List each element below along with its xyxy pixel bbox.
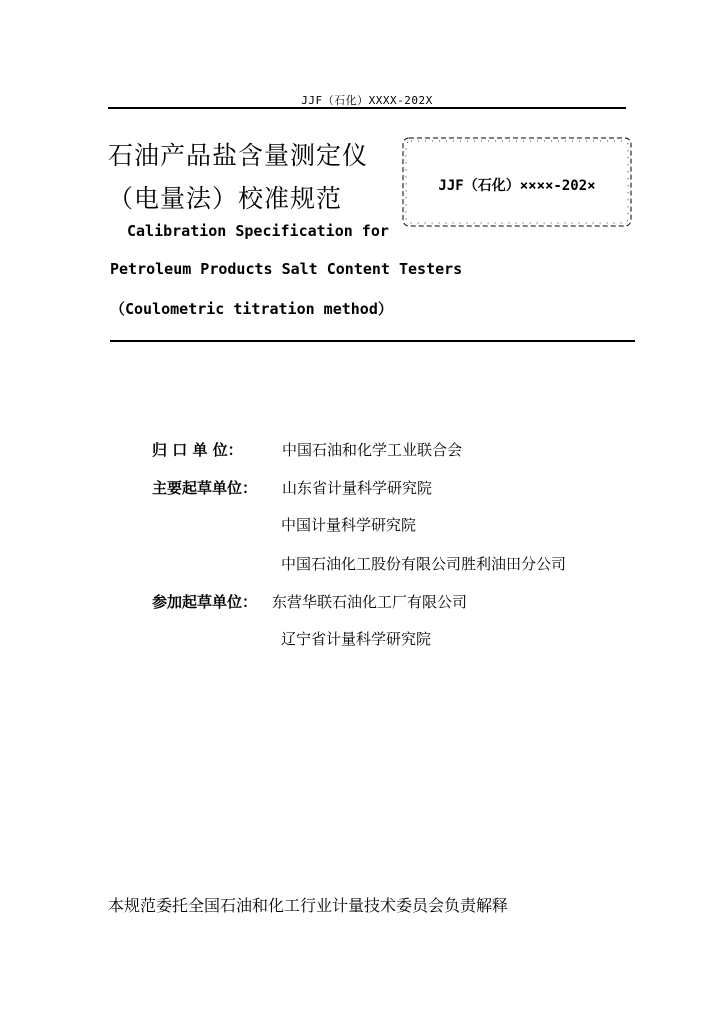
- participating-row: [152, 591, 467, 612]
- title-en-line1: Calibration Specification for: [127, 222, 389, 240]
- header-rule: [108, 107, 626, 109]
- main-drafting-unit: 中国计量科学研究院: [281, 516, 417, 534]
- footer-note: 本规范委托全国石油和化工行业计量技术委员会负责解释: [108, 896, 509, 915]
- title-en-line3: （Coulometric titration method）: [110, 300, 393, 318]
- main-drafting-label: 主要起草单位：: [152, 479, 258, 497]
- main-drafting-unit: 中国石油化工股份有限公司胜利油田分公司: [281, 555, 567, 573]
- title-cn-line2: （电量法）校准规范: [108, 184, 343, 213]
- title-cn-line1: 石油产品盐含量测定仪: [108, 141, 369, 170]
- main-drafting-unit: 山东省计量科学研究院: [282, 479, 433, 497]
- code-box-text: JJF（石化）××××-202×: [438, 178, 596, 194]
- header-code: JJF（石化）XXXX-202X: [301, 94, 433, 107]
- title-rule: [110, 340, 635, 342]
- participating-label: 参加起草单位：: [152, 593, 258, 611]
- gui-kou-label: 归 口 单 位：: [152, 441, 243, 459]
- participating-unit: 东营华联石油化工厂有限公司: [272, 593, 468, 611]
- gui-kou-value: 中国石油和化学工业联合会: [282, 441, 463, 459]
- title-en-line2: Petroleum Products Salt Content Testers: [110, 260, 463, 278]
- participating-unit: 辽宁省计量科学研究院: [281, 630, 432, 648]
- gui-kou-row: [152, 439, 462, 460]
- code-box: [400, 135, 634, 229]
- main-drafting-row: [152, 477, 432, 498]
